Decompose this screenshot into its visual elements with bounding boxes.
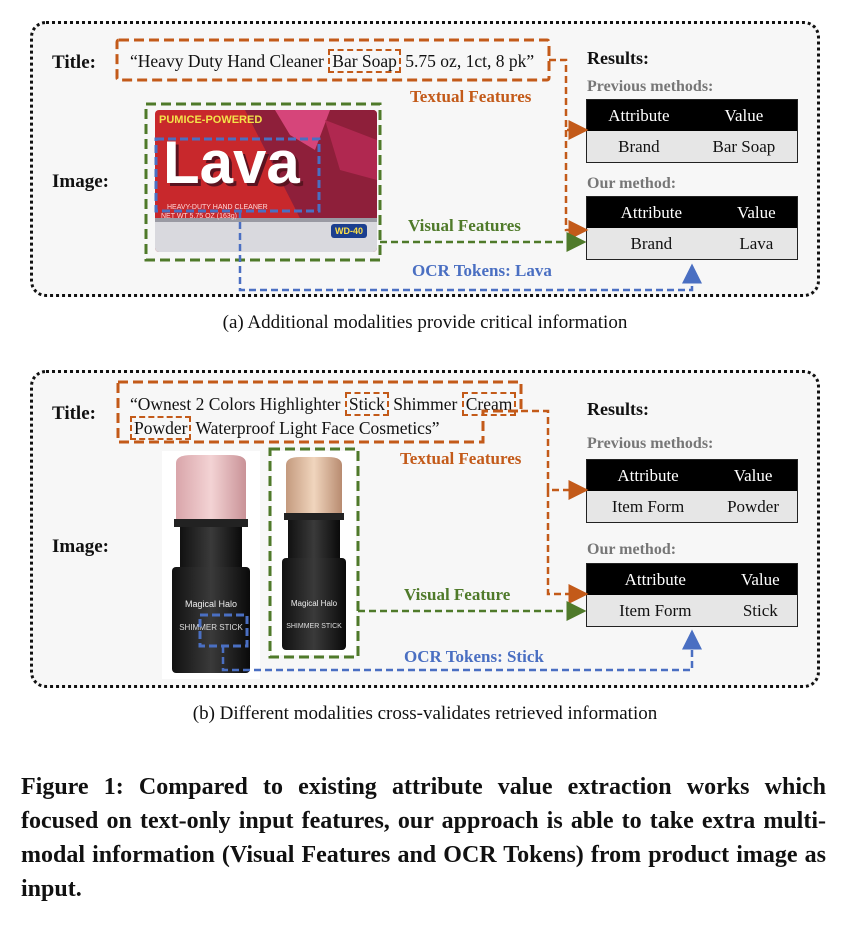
title-box-b (118, 382, 521, 442)
title-label-b: Title: (52, 403, 96, 424)
net-weight-label: NET WT 5.75 OZ (163g) (161, 213, 237, 220)
title-highlight-stick: Stick (345, 392, 389, 416)
textual-arrow-a-prev (549, 60, 586, 130)
image-label-a: Image: (52, 171, 109, 192)
cell-attribute: Item Form (587, 491, 710, 523)
ocr-box-a (156, 139, 319, 211)
ocr-arrow-a (240, 211, 692, 290)
magical-halo-logo-2: Magical Halo (290, 599, 338, 608)
results-label-a: Results: (587, 48, 649, 68)
title-text-a-after: 5.75 oz, 1ct, 8 pk” (400, 51, 535, 71)
image-box-a (146, 104, 380, 260)
ocr-tokens-label-b: OCR Tokens: Stick (404, 647, 544, 666)
header-value: Value (709, 460, 797, 492)
figure-caption: Figure 1: Compared to existing attribute value extraction works which focused on text-only input features, our approach is able to take extra multi-modal information (Visual Features and OCR Tokens) from product image as input. (21, 774, 826, 902)
cell-attribute: Item Form (587, 595, 724, 627)
image-box-b (270, 449, 358, 657)
header-attribute: Attribute (587, 564, 724, 596)
textual-features-label-a: Textual Features (410, 87, 532, 106)
title-highlight-cream: Cream (462, 392, 517, 416)
cell-attribute: Brand (587, 228, 716, 260)
caption-b: (b) Different modalities cross-validates retrieved information (192, 703, 658, 724)
our-method-label-a: Our method: (587, 175, 677, 192)
previous-methods-label-b: Previous methods: (587, 435, 714, 452)
cell-value: Lava (716, 228, 798, 260)
title-b-line1-before: “Ownest 2 Colors Highlighter (130, 394, 345, 414)
header-attribute: Attribute (587, 460, 710, 492)
title-box-a (117, 40, 549, 80)
ocr-arrow-b (223, 632, 692, 670)
results-label-b: Results: (587, 399, 649, 419)
cell-value: Bar Soap (691, 131, 798, 163)
small-print-label: HEAVY-DUTY HAND CLEANER (167, 204, 268, 211)
ocr-tokens-label-a: OCR Tokens: Lava (412, 261, 552, 280)
header-attribute: Attribute (587, 197, 716, 229)
title-label-a: Title: (52, 52, 96, 73)
textual-arrow-a-ours (566, 130, 586, 230)
our-method-label-b: Our method: (587, 541, 677, 558)
cell-value: Stick (724, 595, 798, 627)
visual-features-label-a: Visual Features (408, 216, 521, 235)
magical-halo-logo-1: Magical Halo (184, 599, 238, 609)
header-value: Value (724, 564, 798, 596)
title-text-a-before: “Heavy Duty Hand Cleaner (130, 51, 329, 71)
title-highlight-bar-soap: Bar Soap (328, 49, 401, 73)
shimmer-stick-label-1: SHIMMER STICK (179, 623, 243, 632)
title-highlight-powder: Powder (130, 416, 191, 440)
image-label-b: Image: (52, 536, 109, 557)
title-b-line1-mid: Shimmer (388, 394, 462, 414)
header-value: Value (691, 100, 798, 132)
textual-features-label-b: Textual Features (400, 449, 522, 468)
header-attribute: Attribute (587, 100, 691, 132)
cell-attribute: Brand (587, 131, 691, 163)
pumice-label: PUMICE-POWERED (159, 114, 263, 126)
visual-feature-label-b: Visual Feature (404, 585, 511, 604)
wd40-logo: WD-40 (331, 224, 367, 238)
lava-logo-text: Lava (163, 129, 300, 196)
textual-arrow-b-ours (548, 490, 586, 594)
header-value: Value (716, 197, 798, 229)
title-b-line2-after: Waterproof Light Face Cosmetics” (191, 418, 440, 438)
textual-arrow-b-prev (521, 411, 586, 490)
caption-a: (a) Additional modalities provide critical information (222, 312, 628, 333)
ocr-box-b (200, 615, 247, 646)
shimmer-stick-label-2: SHIMMER STICK (286, 623, 342, 630)
cell-value: Powder (709, 491, 797, 523)
previous-methods-label-a: Previous methods: (587, 78, 714, 95)
